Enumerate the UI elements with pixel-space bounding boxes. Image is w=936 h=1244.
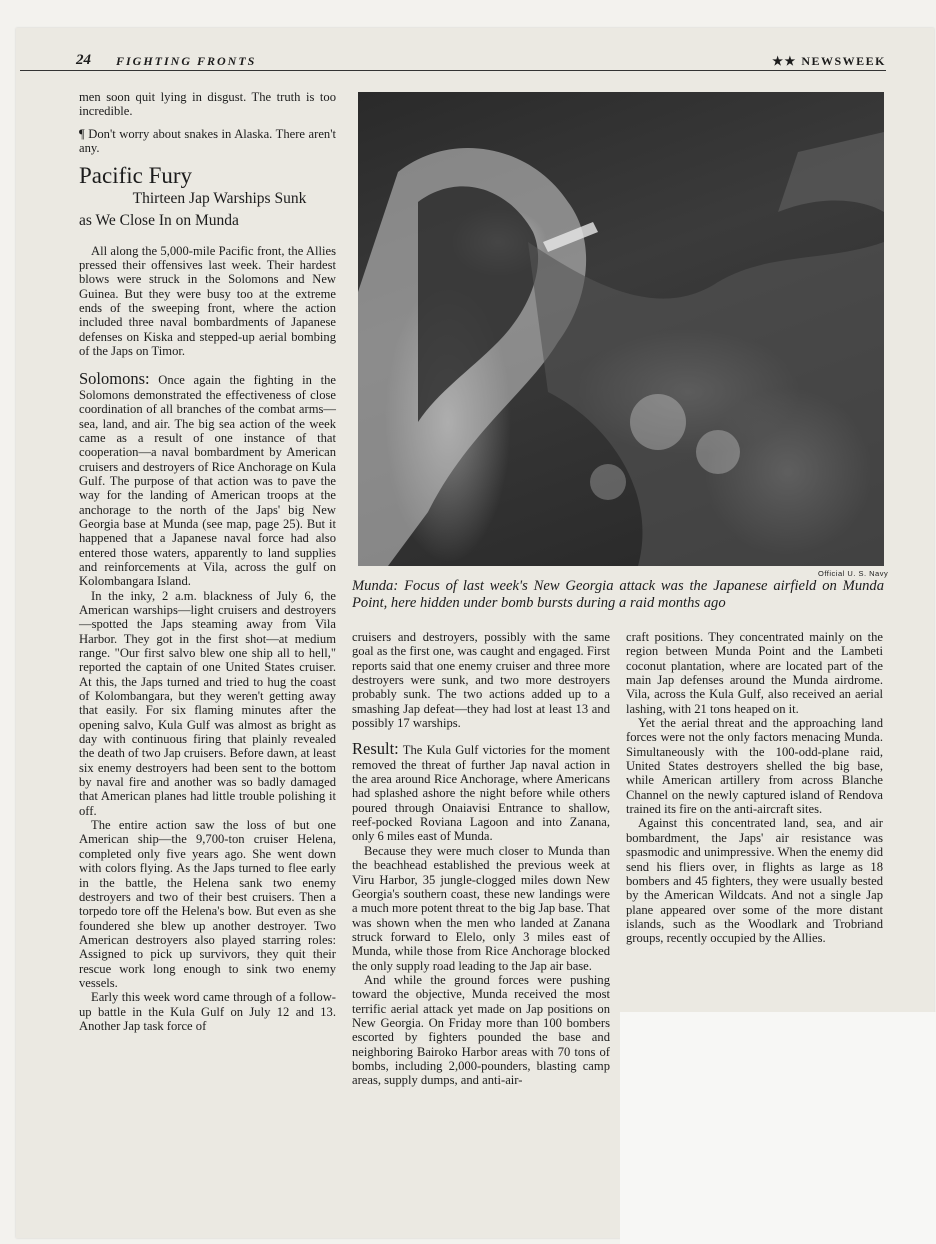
page-header (20, 54, 886, 71)
section-title: FIGHTING FRONTS (116, 54, 257, 68)
deck-line-2: as We Close In on Munda (79, 211, 239, 229)
column-1 (79, 90, 336, 1033)
article-headline: Pacific Fury (79, 163, 193, 189)
torn-corner-blank (620, 1012, 936, 1244)
publication-name: ★★ NEWSWEEK (772, 54, 886, 68)
lead-paragraph: All along the 5,000-mile Pacific front, the Allies pressed their offensives last week. Their hardest blows were struck in the Solomons and New Guinea. But they were busy too at the extreme ends of the sweeping front, where the action included three naval bombardments of Japanese defenses on Kiska and stepped-up aerial bombing of the Japs on Timor. (79, 243, 336, 359)
result-text: The Kula Gulf victories for the moment removed the threat of further Jap naval action in the area around Rice Anchorage, where Americans had splashed ashore the night before while others poured through Onaiavisi Entrance to shallow, reef-pocked Roviana Lagoon and into Zanana, only 6 miles east of Munda. (352, 743, 611, 844)
solomons-text: Once again the fighting in the Solomons demonstrated the effectiveness of close coordination of all branches of the combat arms—sea, land, and air. The big sea action of the week came as a result of one instance of that cooperation—a naval bombardment by American cruisers and destroyers of Rice Anchorage on Kula Gulf. The purpose of that action was to pave the way for the landing of American troops at the anchorage to the north of the Japs' big New Georgia base at Munda (see map, page 25). But it happened that a Japanese naval force had also entered those waters, apparently to land supplies and reinforcements at Vila, across the gulf on Kolombangara Island. (79, 373, 336, 589)
continued-paragraph-3: craft positions. They concentrated mainly on the region between Munda Point and the Lambeti coconut plantation, where are located part of the main Jap defenses around the Munda airdrome. Vila, across the Kula Gulf, also received an aerial lashing, with 21 tons heaped on it. (626, 630, 883, 716)
while-paragraph: And while the ground forces were pushing toward the objective, Munda received the most terrific aerial attack yet made on Jap positions on New Georgia. On Friday more than 100 bombers escorted by fighters pounded the base and neighboring Bairoko Harbor areas with 70 tons of bombs, including 2,000-pounders, blasting camp areas, supply dumps, and anti-air- (352, 972, 610, 1088)
aerial-photo-munda (358, 92, 884, 566)
solomons-paragraph (79, 369, 336, 589)
article-deck (79, 188, 336, 232)
photo-caption (352, 578, 884, 612)
intro-paragraph: men soon quit lying in disgust. The truth is too incredible. (79, 90, 336, 119)
column-2 (352, 630, 610, 1088)
alaska-note: ¶ Don't worry about snakes in Alaska. There aren't any. (79, 126, 336, 156)
caption-text: Focus of last week's New Georgia attack was the Japanese airfield on Munda Point, here hidden under bomb bursts during a raid months ago (352, 578, 885, 611)
aerial-photo-texture (358, 92, 884, 566)
page-number: 24 (76, 52, 91, 68)
yet-paragraph: Yet the aerial threat and the approaching land forces were not the only factors menacing Munda. Simultaneously with the 100-odd-plane raid, United States destroyers shelled the big base, while American artillery from across Blanche Channel on the newly captured island of Rendova trained its fire on the anti-aircraft sites. (626, 716, 883, 817)
result-paragraph (352, 739, 611, 844)
inky-paragraph: In the inky, 2 a.m. blackness of July 6, the American warships—light cruisers and destroyers—spotted the Japs steaming away from Vila Harbor. They got in the first shot—at medium range. "Our first salvo blew one ship all to hell," reported the captain of one United States cruiser. At this, the Japs turned and tried to hug the coast of Kolombangara, but they weren't getting away that easily. For six flaming minutes after the opening salvo, Kula Gulf was almost as bright as day with continuous firing that plainly revealed the death of two Jap cruisers. Before dawn, at least six enemy destroyers had been sent to the bottom by naval fire and another was so badly damaged that American planes had little trouble polishing it off. (79, 588, 336, 818)
continued-paragraph: cruisers and destroyers, possibly with the same goal as the first one, was caught and engaged. First reports said that one enemy cruiser and three more destroyers were sunk, and two more destroyers probably sunk. The two actions added up to a smashing Jap defeat—they had lost at least 13 and possibly 17 warships. (352, 630, 610, 731)
deck-line-1: Thirteen Jap Warships Sunk (132, 189, 307, 207)
early-week-paragraph: Early this week word came through of a follow-up battle in the Kula Gulf on July 12 and 13. Another Jap task force of (79, 990, 336, 1033)
column-3 (626, 630, 883, 946)
caption-lead: Munda: (352, 578, 399, 594)
against-paragraph: Against this concentrated land, sea, and air bombardment, the Japs' air resistance was spasmodic and unimpressive. When the enemy did send his fliers over, in flights as large as 18 bombers and 45 fighters, they were usually bested by the American Wildcats. And not a single Jap plane appeared over some of the more distant islands, such as the Woodlark and Trobriand groups, recently occupied by the Allies. (626, 816, 883, 946)
solomons-subhead: Solomons: (79, 369, 150, 389)
photo-credit: Official U. S. Navy (818, 569, 889, 578)
because-paragraph: Because they were much closer to Munda than the beachhead established the previous week at Viru Harbor, 35 jungle-clogged miles down New Georgia's southern coast, these new landings were a much more potent threat to the big Jap base. That was shown when the men who landed at Zanana struck forward to Elelo, only 3 miles east of Munda, while those from Rice Anchorage blocked the only supply road leading to the Jap air base. (352, 843, 610, 973)
entire-action-paragraph: The entire action saw the loss of but one American ship—the 9,700-ton cruiser Helena, completed only five years ago. She went down with colors flying. As the Japs turned to flee early in the battle, the Helena sank two enemy destroyers and two of their best cruisers. Then a torpedo tore off the Helena's bow. But even as she foundered she blew up another destroyer. Two American destroyers also played starring roles: Assigned to pick up survivors, they quit their rescue work long enough to sink two enemy vessels. (79, 818, 336, 990)
result-subhead: Result: (352, 739, 399, 759)
